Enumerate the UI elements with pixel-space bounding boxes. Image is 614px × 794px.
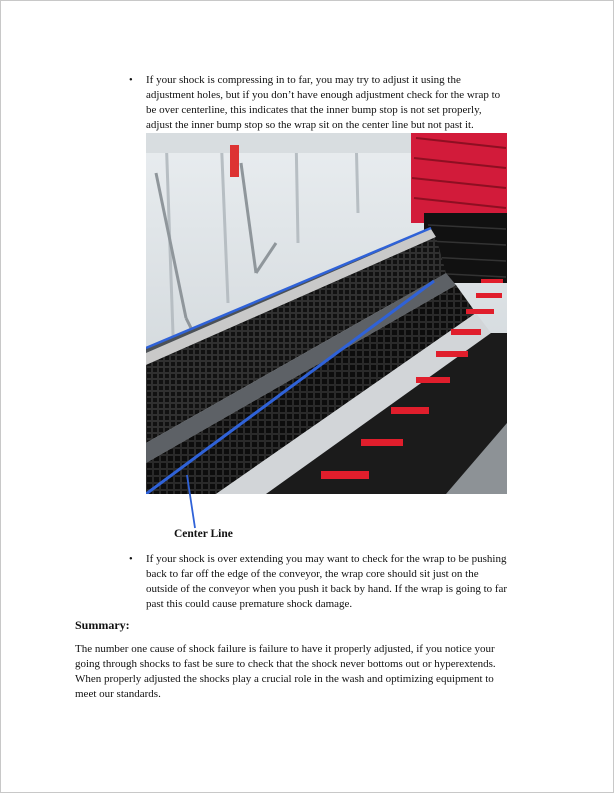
ceiling	[146, 133, 416, 153]
bullet-paragraph-over-extending	[146, 552, 507, 612]
bullet-marker: •	[129, 554, 133, 565]
text-line: back to far off the edge of the conveyor, the wrap core should sit just on the	[146, 568, 479, 580]
text-line: be over centerline, this indicates that the inner bump stop is not set properly,	[146, 104, 482, 116]
text-line: The number one cause of shock failure is failure to have it properly adjusted, if you notice your	[75, 643, 495, 655]
summary-heading: Summary:	[75, 618, 130, 632]
bullet-marker: •	[129, 75, 133, 86]
text-line: going through shocks to fast be sure to check that the shock never bottoms out or hyperextends.	[75, 658, 496, 670]
text-line: If your shock is compressing in to far, you may try to adjust it using the	[146, 74, 461, 86]
summary-paragraph	[75, 642, 496, 702]
conveyor-photo	[146, 133, 507, 494]
text-line: meet our standards.	[75, 688, 161, 700]
text-line: adjustment holes, but if you don’t have enough adjustment check for the wrap to	[146, 89, 501, 101]
figure-caption: Center Line	[174, 528, 233, 540]
text-line: past this could cause premature shock damage.	[146, 598, 353, 610]
text-line: When properly adjusted the shocks play a crucial role in the wash and optimizing equipment to	[75, 673, 494, 685]
text-line: outside of the conveyor when you push it back by hand. If the wrap is going to far	[146, 583, 508, 595]
bullet-paragraph-inner-bump-stop	[146, 73, 500, 133]
red-sprayer-head	[230, 145, 239, 177]
text-line: If your shock is over extending you may want to check for the wrap to be pushing	[146, 553, 507, 565]
text-line: adjust the inner bump stop so the wrap sit on the center line but not past it.	[146, 119, 474, 131]
